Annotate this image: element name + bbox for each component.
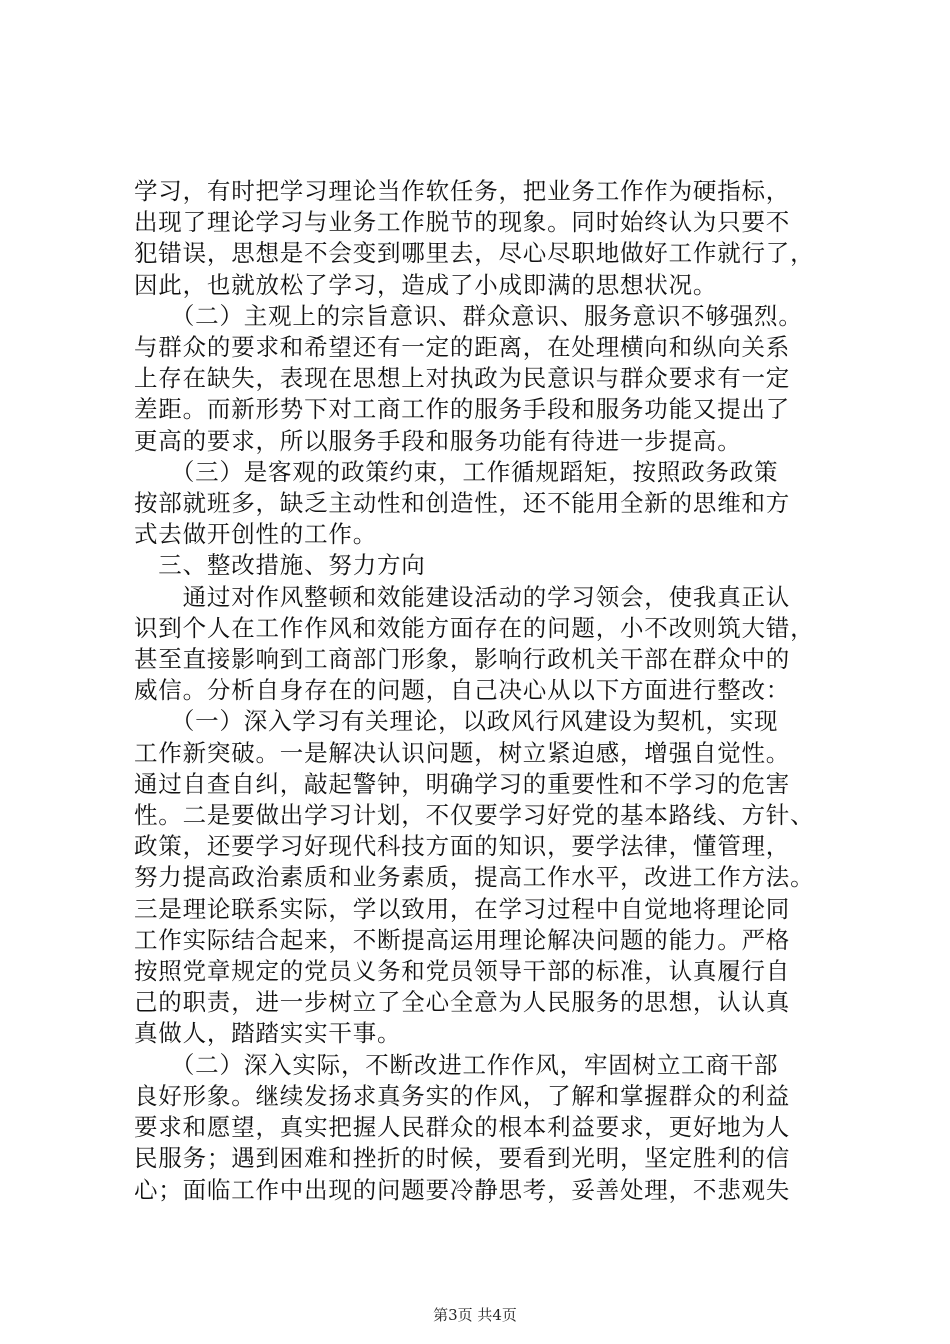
text-line: 己的职责，进一步树立了全心全意为人民服务的思想，认认真 <box>134 988 791 1017</box>
text-line: （二）深入实际，不断改进工作作风，牢固树立工商干部 <box>134 1050 779 1079</box>
text-line: （一）深入学习有关理论，以政风行风建设为契机，实现 <box>134 707 779 736</box>
text-line: 按部就班多，缺乏主动性和创造性，还不能用全新的思维和方 <box>134 489 791 518</box>
text-line: 按照党章规定的党员义务和党员领导干部的标准，认真履行自 <box>134 957 791 986</box>
text-line: 学习，有时把学习理论当作软任务，把业务工作作为硬指标， <box>134 177 791 205</box>
text-line: 通过自查自纠，敲起警钟，明确学习的重要性和不学习的危害 <box>134 769 791 798</box>
text-line: 三是理论联系实际，学以致用，在学习过程中自觉地将理论同 <box>134 894 791 923</box>
text-line: 心；面临工作中出现的问题要冷静思考，妥善处理，不悲观失 <box>134 1175 791 1204</box>
text-line: 式去做开创性的工作。 <box>134 520 377 549</box>
text-line: （三）是客观的政策约束，工作循规蹈矩，按照政务政策 <box>134 457 779 486</box>
text-line: 工作新突破。一是解决认识问题，树立紧迫感，增强自觉性。 <box>134 738 791 767</box>
text-line: 上存在缺失，表现在思想上对执政为民意识与群众要求有一定 <box>134 364 791 393</box>
text-line: 工作实际结合起来，不断提高运用理论解决问题的能力。严格 <box>134 925 791 954</box>
text-line: 犯错误，思想是不会变到哪里去，尽心尽职地做好工作就行了， <box>134 239 815 268</box>
text-line: 出现了理论学习与业务工作脱节的现象。同时始终认为只要不 <box>134 208 791 237</box>
page-footer: 第3页 共4页 <box>433 1306 517 1324</box>
text-line: 甚至直接影响到工商部门形象，影响行政机关干部在群众中的 <box>134 645 791 674</box>
text-line: 威信。分析自身存在的问题，自己决心从以下方面进行整改： <box>134 676 791 705</box>
text-line: 三、整改措施、努力方向 <box>134 551 426 580</box>
body-text <box>134 176 834 1206</box>
text-line: 通过对作风整顿和效能建设活动的学习领会，使我真正认 <box>134 582 791 611</box>
text-line: 差距。而新形势下对工商工作的服务手段和服务功能又提出了 <box>134 395 791 424</box>
text-line: 政策，还要学习好现代科技方面的知识，要学法律，懂管理， <box>134 832 791 861</box>
text-line: 良好形象。继续发扬求真务实的作风，了解和掌握群众的利益 <box>134 1081 791 1110</box>
text-line: 要求和愿望，真实把握人民群众的根本利益要求，更好地为人 <box>134 1113 791 1142</box>
text-line: 性。二是要做出学习计划，不仅要学习好党的基本路线、方针、 <box>134 801 815 830</box>
text-line: 识到个人在工作作风和效能方面存在的问题，小不改则筑大错， <box>134 613 815 642</box>
text-line: 真做人，踏踏实实干事。 <box>134 1019 402 1048</box>
text-line: 与群众的要求和希望还有一定的距离，在处理横向和纵向关系 <box>134 333 791 362</box>
text-line: （二）主观上的宗旨意识、群众意识、服务意识不够强烈。 <box>134 301 803 330</box>
text-line: 努力提高政治素质和业务素质，提高工作水平，改进工作方法。 <box>134 863 815 892</box>
text-line: 更高的要求，所以服务手段和服务功能有待进一步提高。 <box>134 426 742 455</box>
text-line: 民服务；遇到困难和挫折的时候，要看到光明，坚定胜利的信 <box>134 1144 791 1173</box>
text-line: 因此，也就放松了学习，造成了小成即满的思想状况。 <box>134 270 718 299</box>
